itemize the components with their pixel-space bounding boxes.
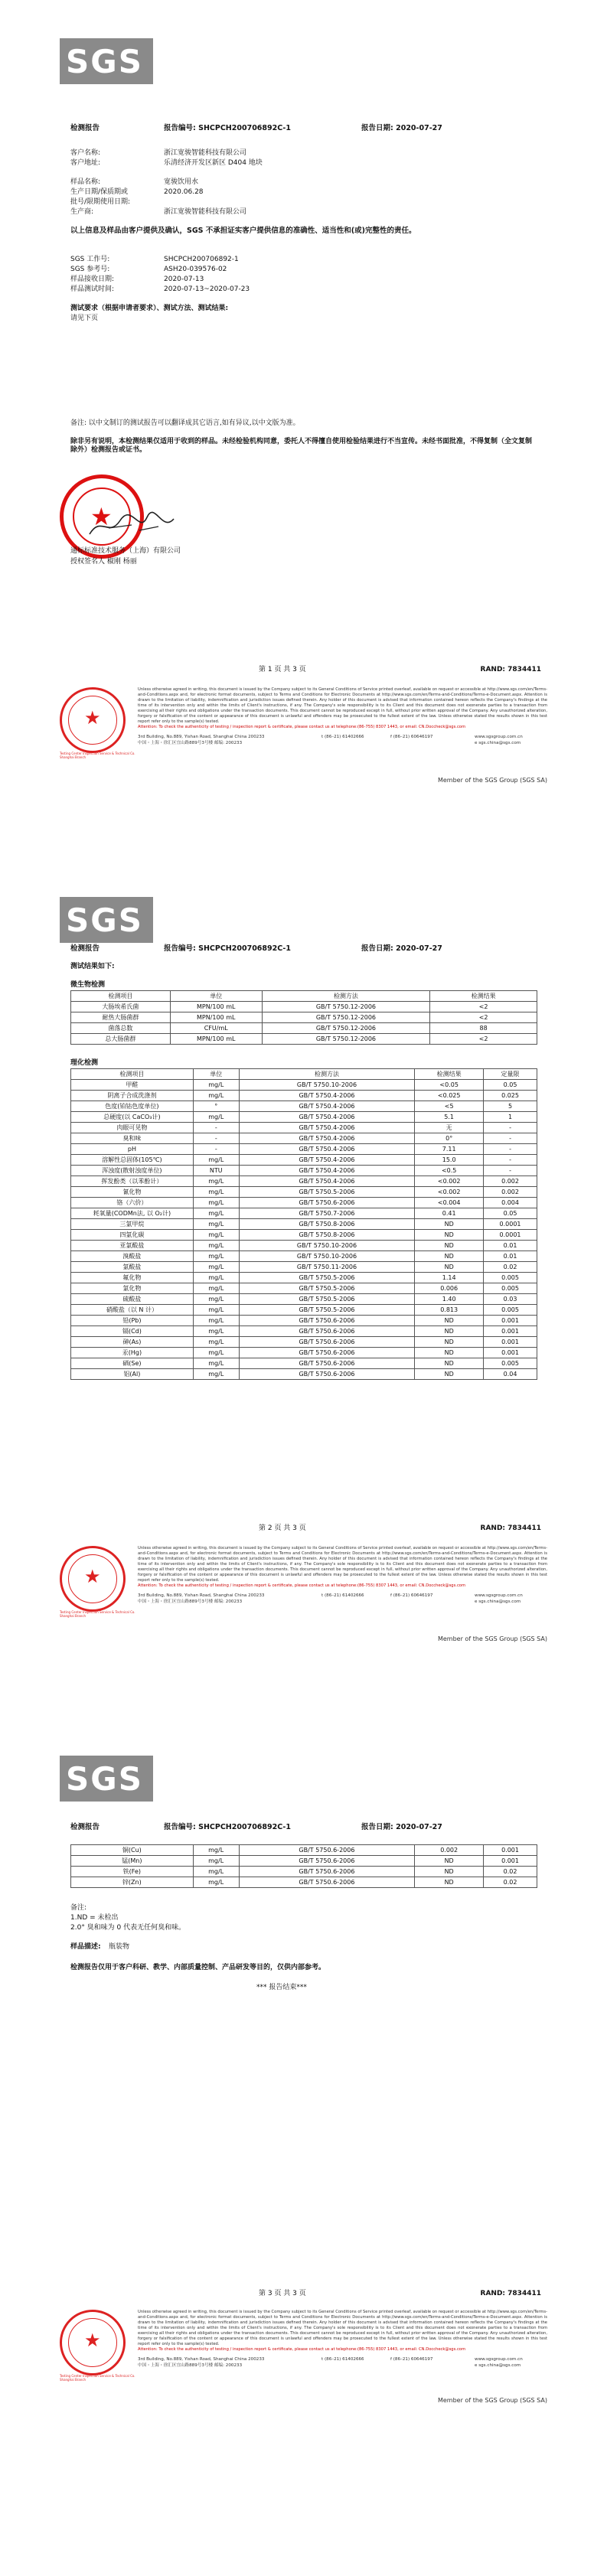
table-cell: 0.05 [484,1208,537,1219]
production-date-value: 2020.06.28 [164,188,204,196]
client-notice: 以上信息及样品由客户提供及确认，SGS 不承担证实客户提供信息的准确性、适当性和(或)完整性的责任。 [70,227,416,235]
table-cell: <2 [430,1002,537,1012]
table-cell: 0.01 [484,1251,537,1262]
table-row [71,1198,537,1208]
table-cell: 0.02 [484,1867,537,1877]
table-cell: ND [415,1251,484,1262]
table-cell: 0.005 [484,1273,537,1283]
table-cell: ° [193,1101,239,1112]
notes-title: 备注: [70,1904,87,1912]
table-cell: 无 [415,1123,484,1133]
table-cell: 大肠埃希氏菌 [71,1002,171,1012]
disclaimer: 除非另有说明，本检测结果仅适用于收到的样品。未经检验机构同意，委托人不得擅自使用检验结果进行不当宣传。未经书面批准，不得复制（全文复制除外）检测报告或证书。 [70,438,533,455]
table-cell: 总硬度(以 CaCO₃计) [71,1112,194,1123]
table-cell: - [193,1123,239,1133]
table-cell: <0.05 [415,1080,484,1091]
table-cell: ND [415,1241,484,1251]
table-cell: ND [415,1867,484,1877]
table-row [71,1187,537,1198]
table-cell: mg/L [193,1326,239,1337]
requirement-value: 请见下页 [70,315,99,322]
table-cell: 挥发酚类（以苯酚计） [71,1176,194,1187]
table-cell: ND [415,1369,484,1380]
table-cell: mg/L [193,1369,239,1380]
legal-text: Unless otherwise agreed in writing, this document is issued by the Company subject to its General Conditions of Service printed overleaf, available on request or accessible at http://www.sgs.com/en/Terms-and-Conditions.aspx and, for electronic format documents, subject to Terms and Conditions for Electronic Documents at http://www.sgs.com/en/Terms-and-Conditions/Terms-e-Document.aspx. Attention is drawn to the limitation of liability, indemnification and jurisdiction issues defined therein. Any holder of this document is advised that information contained hereon reflects the Company's findings at the time of its intervention only and within the limits of Client's instructions, if any. The Company's sole responsibility is to its Client and this document does not exonerate parties to a transaction from exercising all their rights and obligations under the transaction documents. This document cannot be reproduced except in full, without prior written approval of the Company. Any unauthorized alteration, forgery or falsification of the content or appearance of this document is unlawful and offenders may be prosecuted to the fullest extent of the law. Unless otherwise stated the results shown in this test report refer only to the sample(s) tested. Attention: To check the authenticity of testing / inspection report & certificate, please contact us at telephone:(86-755) 8307 1443, or email: CN.Doccheck@sgs.com [138,687,547,730]
table-row [71,1326,537,1337]
table-row [71,1219,537,1230]
footer-seal [60,687,126,753]
table-cell: - [484,1133,537,1144]
table-cell: 四氯化碳 [71,1230,194,1241]
table-cell: 耐热大肠菌群 [71,1012,171,1023]
table-cell: mg/L [193,1262,239,1273]
requirement-title: 测试要求（根据申请者要求）、测试方法、测试结果: [70,305,229,312]
table-cell: GB/T 5750.8-2006 [239,1230,415,1241]
table-row [71,1230,537,1241]
table-cell: 0.001 [484,1316,537,1326]
table-cell: 0.02 [484,1877,537,1888]
table-cell: CFU/mL [170,1023,262,1034]
table-cell: GB/T 5750.12-2006 [262,1034,430,1045]
table-cell: GB/T 5750.6-2006 [239,1358,415,1369]
table-cell: GB/T 5750.7-2006 [239,1208,415,1219]
table-cell: - [193,1144,239,1155]
table-cell: 耗氧量(CODMn法, 以 O₂计) [71,1208,194,1219]
table-cell: GB/T 5750.4-2006 [239,1091,415,1101]
sample-name-label: 样品名称: [70,178,101,186]
table-cell: 15.0 [415,1155,484,1166]
table-cell: mg/L [193,1198,239,1208]
table-row [71,1877,537,1888]
table-cell: GB/T 5750.12-2006 [262,1023,430,1034]
table-cell: pH [71,1144,194,1155]
table-cell: GB/T 5750.8-2006 [239,1219,415,1230]
table-cell: 0.04 [484,1369,537,1380]
table-cell: 肉眼可见物 [71,1123,194,1133]
note-1: 1.ND = 未检出 [70,1914,119,1922]
phys-table [70,1068,537,1380]
table-cell: <0.002 [415,1176,484,1187]
table-cell: 铅(Pb) [71,1316,194,1326]
table-cell: 0° [415,1133,484,1144]
table-cell: GB/T 5750.10-2006 [239,1251,415,1262]
table-cell: GB/T 5750.4-2006 [239,1123,415,1133]
table-cell: mg/L [193,1283,239,1294]
table-cell: 汞(Hg) [71,1348,194,1358]
page-number: 第 1 页 共 3 页 [259,666,306,673]
table-cell: - [484,1123,537,1133]
report-page-1 [0,0,607,859]
company-seal: ★ [60,474,144,559]
table-cell: mg/L [193,1856,239,1867]
table-cell: 0.005 [484,1358,537,1369]
table-cell: mg/L [193,1219,239,1230]
table-cell: 三氯甲烷 [71,1219,194,1230]
table-row [71,1273,537,1283]
test-period-label: 样品测试时间: [70,285,115,293]
table-cell: 0.002 [484,1176,537,1187]
sgs-logo: SGS [60,897,153,943]
table-cell: GB/T 5750.4-2006 [239,1144,415,1155]
table-cell: GB/T 5750.6-2006 [239,1198,415,1208]
page-footer: ★ Testing Center Inspection Service & Technical Co. Shanghai Branch Unless otherwise agreed in writing, this document is issued by the Company subject to its General Conditions of Service printed overleaf, available on request or accessible at http://www.sgs.com/en/Terms-and-Conditions.aspx and, for electronic format documents, subject to Terms and Conditions for Electronic Documents at http://www.sgs.com/en/Terms-and-Conditions/Terms-e-Document.aspx. Attention is drawn to the limitation of liability, indemnification and jurisdiction issues defined therein. Any holder of this document is advised that information contained hereon reflects the Company's findings at the time of its intervention only and within the limits of Client's instructions, if any. The Company's sole responsibility is to its Client and this document does not exonerate parties to a transaction from exercising all their rights and obligations under the transaction documents. This document cannot be reproduced except in full, without prior written approval of the Company. Any unauthorized alteration, forgery or falsification of the content or appearance of this document is unlawful and offenders may be prosecuted to the fullest extent of the law. Unless otherwise stated the results shown in this test report refer only to the sample(s) tested. Attention: To check the authenticity of testing / inspection report & certificate, please contact us at telephone:(86-755) 8307 1443, or email: CN.Doccheck@sgs.com 3rd Building, No.889, Yishan Road, Shanghai China 200233 中国・上海・徐汇区宜山路889号3号楼 邮编: 200233 t (86–21) 61402666 f (86–21) 60646197 www.sgsgroup.com.cn e sgs.china@sgs.com [60,2307,547,2383]
table-cell: GB/T 5750.5-2006 [239,1305,415,1316]
table-cell: 铜(Cu) [71,1845,194,1856]
footer-seal [60,2310,126,2375]
table-cell: ND [415,1230,484,1241]
table-cell: GB/T 5750.10-2006 [239,1080,415,1091]
table-cell: 硫酸盐 [71,1294,194,1305]
table-cell: 臭和味 [71,1133,194,1144]
table-cell: mg/L [193,1877,239,1888]
table-cell: 氟化物 [71,1273,194,1283]
table-cell: 1.40 [415,1294,484,1305]
client-name-label: 客户名称: [70,149,101,157]
table-cell: GB/T 5750.4-2006 [239,1101,415,1112]
table-cell: 0.0001 [484,1219,537,1230]
table-cell: 氯酸盐 [71,1262,194,1273]
table-cell: mg/L [193,1080,239,1091]
table-cell: mg/L [193,1845,239,1856]
table-cell: ND [415,1358,484,1369]
phys-title: 理化检测 [70,1059,99,1067]
legal-text: Unless otherwise agreed in writing, this document is issued by the Company subject to its General Conditions of Service printed overleaf, available on request or accessible at http://www.sgs.com/en/Terms-and-Conditions.aspx and, for electronic format documents, subject to Terms and Conditions for Electronic Documents at http://www.sgs.com/en/Terms-and-Conditions/Terms-e-Document.aspx. Attention is drawn to the limitation of liability, indemnification and jurisdiction issues defined therein. Any holder of this document is advised that information contained hereon reflects the Company's findings at the time of its intervention only and within the limits of Client's instructions, if any. The Company's sole responsibility is to its Client and this document does not exonerate parties to a transaction from exercising all their rights and obligations under the transaction documents. This document cannot be reproduced except in full, without prior written approval of the Company. Any unauthorized alteration, forgery or falsification of the content or appearance of this document is unlawful and offenders may be prosecuted to the fullest extent of the law. Unless otherwise stated the results shown in this test report refer only to the sample(s) tested. Attention: To check the authenticity of testing / inspection report & certificate, please contact us at telephone:(86-755) 8307 1443, or email: CN.Doccheck@sgs.com [138,2310,547,2353]
table-cell: mg/L [193,1091,239,1101]
table-cell: MPN/100 mL [170,1012,262,1023]
table-cell: 0.001 [484,1337,537,1348]
table-cell: 0.002 [415,1845,484,1856]
table-cell: 镉(Cd) [71,1326,194,1337]
footer-seal-caption: Testing Center Inspection Service & Technical Co. Shanghai Branch [60,1610,135,1618]
table-cell: GB/T 5750.4-2006 [239,1166,415,1176]
table-cell: MPN/100 mL [170,1034,262,1045]
table-cell: 0.41 [415,1208,484,1219]
table-row [71,1251,537,1262]
table-cell: GB/T 5750.6-2006 [239,1867,415,1877]
table-cell: <0.002 [415,1187,484,1198]
table-cell: 0.02 [484,1262,537,1273]
table-cell: 0.005 [484,1283,537,1294]
sgs-logo: SGS [60,38,153,84]
table-cell: mg/L [193,1337,239,1348]
table-cell: GB/T 5750.4-2006 [239,1176,415,1187]
manufacturer-value: 浙江宽骏智能科技有限公司 [164,208,247,216]
micro-title: 微生物检测 [70,981,106,989]
table-cell: ND [415,1219,484,1230]
batch-label: 批号/限期使用日期: [70,198,131,206]
table-row [71,1845,537,1856]
table-cell: 1.14 [415,1273,484,1283]
table-cell: 5 [484,1101,537,1112]
rand-code: RAND: 7834411 [480,666,541,673]
table-cell: GB/T 5750.10-2006 [239,1241,415,1251]
table-cell: mg/L [193,1112,239,1123]
phys-table-continued [70,1844,537,1888]
table-cell: 0.813 [415,1305,484,1316]
table-cell: ND [415,1316,484,1326]
table-cell: ND [415,1856,484,1867]
page-number: 第 2 页 共 3 页 [259,1524,306,1532]
client-name-value: 浙江宽骏智能科技有限公司 [164,149,247,157]
table-cell: 亚氯酸盐 [71,1241,194,1251]
results-intro: 测试结果如下: [70,963,115,970]
received-date-value: 2020-07-13 [164,276,204,283]
client-address-value: 乐清经济开发区新区 D404 地块 [164,159,263,167]
table-row [71,1283,537,1294]
manufacturer-label: 生产商: [70,208,94,216]
table-row [71,1208,537,1219]
report-label: 检测报告 [70,944,100,953]
table-cell: 色度(铂钴色度单位) [71,1101,194,1112]
test-period-value: 2020-07-13~2020-07-23 [164,285,250,293]
table-cell: 砷(As) [71,1337,194,1348]
report-date: 报告日期: 2020-07-27 [361,944,442,953]
report-date: 报告日期: 2020-07-27 [361,124,442,132]
table-cell: 锰(Mn) [71,1856,194,1867]
table-row [71,1123,537,1133]
table-cell: 0.001 [484,1845,537,1856]
table-row [71,1144,537,1155]
table-cell: GB/T 5750.12-2006 [262,1002,430,1012]
production-date-label: 生产日期/保质期或 [70,188,129,196]
table-cell: MPN/100 mL [170,1002,262,1012]
table-row [71,1294,537,1305]
table-cell: GB/T 5750.5-2006 [239,1273,415,1283]
table-cell: 氰化物 [71,1187,194,1198]
table-cell: <5 [415,1101,484,1112]
table-cell: GB/T 5750.6-2006 [239,1326,415,1337]
table-row [71,1155,537,1166]
table-cell: ND [415,1262,484,1273]
member-text: Member of the SGS Group (SGS SA) [437,2397,547,2404]
table-cell: mg/L [193,1230,239,1241]
table-cell: 铝(Al) [71,1369,194,1380]
table-row [71,1166,537,1176]
client-address-label: 客户地址: [70,159,101,167]
table-cell: 0.001 [484,1326,537,1337]
table-cell: GB/T 5750.6-2006 [239,1856,415,1867]
table-cell: 0.006 [415,1283,484,1294]
table-cell: GB/T 5750.5-2006 [239,1283,415,1294]
table-header: 检测项目 单位 检测方法 检测结果 [71,991,537,1002]
table-cell: mg/L [193,1294,239,1305]
table-cell: 氯化物 [71,1283,194,1294]
rand-code: RAND: 7834411 [480,2290,541,2297]
table-cell: GB/T 5750.6-2006 [239,1337,415,1348]
table-cell: mg/L [193,1273,239,1283]
table-row [71,1023,537,1034]
table-cell: 锌(Zn) [71,1877,194,1888]
table-cell: GB/T 5750.12-2006 [262,1012,430,1023]
table-cell: 浑浊度(散射浊度单位) [71,1166,194,1176]
table-cell: mg/L [193,1176,239,1187]
table-cell: - [484,1155,537,1166]
report-number: 报告编号: SHCPCH200706892C-1 [164,124,291,132]
table-cell: GB/T 5750.6-2006 [239,1877,415,1888]
report-label: 检测报告 [70,124,100,132]
table-cell: mg/L [193,1155,239,1166]
table-cell: mg/L [193,1316,239,1326]
table-cell: GB/T 5750.4-2006 [239,1155,415,1166]
sgs-logo: SGS [60,1756,153,1802]
table-cell: mg/L [193,1187,239,1198]
table-cell: 0.001 [484,1856,537,1867]
table-row [71,1358,537,1369]
table-row [71,1241,537,1251]
table-row [71,1348,537,1358]
table-cell: 0.03 [484,1294,537,1305]
table-cell: 1 [484,1112,537,1123]
ref-no-value: ASH20-039576-02 [164,266,227,273]
table-row [71,1867,537,1877]
table-row [71,1034,537,1045]
table-cell: <0.5 [415,1166,484,1176]
table-cell: mg/L [193,1251,239,1262]
table-cell: <2 [430,1012,537,1023]
table-cell: - [484,1166,537,1176]
table-cell: mg/L [193,1348,239,1358]
report-label: 检测报告 [70,1823,100,1831]
page-footer: ★ Testing Center Inspection Service & Technical Co. Shanghai Branch Unless otherwise agreed in writing, this document is issued by the Company subject to its General Conditions of Service printed overleaf, available on request or accessible at http://www.sgs.com/en/Terms-and-Conditions.aspx and, for electronic format documents, subject to Terms and Conditions for Electronic Documents at http://www.sgs.com/en/Terms-and-Conditions/Terms-e-Document.aspx. Attention is drawn to the limitation of liability, indemnification and jurisdiction issues defined therein. Any holder of this document is advised that information contained hereon reflects the Company's findings at the time of its intervention only and within the limits of Client's instructions, if any. The Company's sole responsibility is to its Client and this document does not exonerate parties to a transaction from exercising all their rights and obligations under the transaction documents. This document cannot be reproduced except in full, without prior written approval of the Company. Any unauthorized alteration, forgery or falsification of the content or appearance of this document is unlawful and offenders may be prosecuted to the fullest extent of the law. Unless otherwise stated the results shown in this test report refer only to the sample(s) tested. Attention: To check the authenticity of testing / inspection report & certificate, please contact us at telephone:(86-755) 8307 1443, or email: CN.Doccheck@sgs.com 3rd Building, No.889, Yishan Road, Shanghai China 200233 中国・上海・徐汇区宜山路889号3号楼 邮编: 200233 t (86–21) 61402666 f (86–21) 60646197 www.sgsgroup.com.cn e sgs.china@sgs.com [60,684,547,761]
table-row [71,1856,537,1867]
table-cell: 0.05 [484,1080,537,1091]
table-cell: 0.01 [484,1241,537,1251]
table-row [71,1080,537,1091]
table-row [71,1091,537,1101]
table-row [71,1369,537,1380]
received-date-label: 样品接收日期: [70,276,115,283]
table-cell: GB/T 5750.11-2006 [239,1262,415,1273]
footer-seal-caption: Testing Center Inspection Service & Technical Co. Shanghai Branch [60,752,135,759]
signer-title: 授权签名人 椒刚 杨丽 [70,558,137,566]
table-cell: ND [415,1348,484,1358]
table-cell: 0.025 [484,1091,537,1101]
table-row [71,1002,537,1012]
note-2: 2.0° 臭和味为 0 代表无任何臭和味。 [70,1924,186,1932]
footer-seal-caption: Testing Center Inspection Service & Technical Co. Shanghai Branch [60,2374,135,2382]
table-cell: mg/L [193,1241,239,1251]
table-cell: - [193,1133,239,1144]
signer-company: 通标标准技术服务（上海）有限公司 [70,547,181,555]
table-cell: GB/T 5750.6-2006 [239,1316,415,1326]
table-header: 检测项目 单位 检测方法 检测结果 定量限 [71,1069,537,1080]
table-cell: 甲醛 [71,1080,194,1091]
report-number: 报告编号: SHCPCH200706892C-1 [164,1823,291,1831]
table-cell: GB/T 5750.6-2006 [239,1845,415,1856]
table-cell: 溴酸盐 [71,1251,194,1262]
table-cell: <2 [430,1034,537,1045]
report-end: *** 报告结束*** [256,1984,307,1991]
purpose-statement: 检测报告仅用于客户科研、教学、内部质量控制、产品研发等目的，仅供内部参考。 [70,1964,326,1971]
micro-table [70,990,537,1045]
table-cell: GB/T 5750.6-2006 [239,1348,415,1358]
sample-name-value: 宽骏饮用水 [164,178,199,186]
member-text: Member of the SGS Group (SGS SA) [437,777,547,784]
table-cell: ND [415,1877,484,1888]
signature [86,511,178,542]
job-no-label: SGS 工作号: [70,256,110,263]
table-cell: 7.11 [415,1144,484,1155]
sample-desc-label: 样品描述: [70,1943,101,1951]
table-cell: 菌落总数 [71,1023,171,1034]
rand-code: RAND: 7834411 [480,1524,541,1532]
table-cell: 0.002 [484,1187,537,1198]
job-no-value: SHCPCH200706892-1 [164,256,239,263]
table-cell: 总大肠菌群 [71,1034,171,1045]
table-cell: 0.004 [484,1198,537,1208]
table-cell: GB/T 5750.5-2006 [239,1187,415,1198]
sample-desc-value: 瓶装物 [109,1943,130,1951]
table-cell: 铁(Fe) [71,1867,194,1877]
page-number: 第 3 页 共 3 页 [259,2290,306,2297]
table-cell: ND [415,1326,484,1337]
table-row [71,1112,537,1123]
ref-no-label: SGS 参考号: [70,266,110,273]
table-cell: mg/L [193,1305,239,1316]
table-cell: 0.0001 [484,1230,537,1241]
table-row [71,1101,537,1112]
table-row [71,1305,537,1316]
table-cell: 硒(Se) [71,1358,194,1369]
table-cell: 0.005 [484,1305,537,1316]
table-cell: NTU [193,1166,239,1176]
footer-seal [60,1546,126,1612]
table-cell: GB/T 5750.4-2006 [239,1112,415,1123]
table-cell: mg/L [193,1208,239,1219]
page-footer: ★ Testing Center Inspection Service & Technical Co. Shanghai Branch Unless otherwise agreed in writing, this document is issued by the Company subject to its General Conditions of Service printed overleaf, available on request or accessible at http://www.sgs.com/en/Terms-and-Conditions.aspx and, for electronic format documents, subject to Terms and Conditions for Electronic Documents at http://www.sgs.com/en/Terms-and-Conditions/Terms-e-Document.aspx. Attention is drawn to the limitation of liability, indemnification and jurisdiction issues defined therein. Any holder of this document is advised that information contained hereon reflects the Company's findings at the time of its intervention only and within the limits of Client's instructions, if any. The Company's sole responsibility is to its Client and this document does not exonerate parties to a transaction from exercising all their rights and obligations under the transaction documents. This document cannot be reproduced except in full, without prior written approval of the Company. Any unauthorized alteration, forgery or falsification of the content or appearance of this document is unlawful and offenders may be prosecuted to the fullest extent of the law. Unless otherwise stated the results shown in this test report refer only to the sample(s) tested. Attention: To check the authenticity of testing / inspection report & certificate, please contact us at telephone:(86-755) 8307 1443, or email: CN.Doccheck@sgs.com 3rd Building, No.889, Yishan Road, Shanghai China 200233 中国・上海・徐汇区宜山路889号3号楼 邮编: 200233 t (86–21) 61402666 f (86–21) 60646197 www.sgsgroup.com.cn e sgs.china@sgs.com [60,1543,547,1619]
table-row [71,1176,537,1187]
table-cell: GB/T 5750.5-2006 [239,1294,415,1305]
table-cell: 溶解性总固体(105℃) [71,1155,194,1166]
remark: 备注: 以中文制订的测试报告可以翻译成其它语言,如有异议,以中文版为准。 [70,419,300,427]
table-cell: <0.025 [415,1091,484,1101]
table-cell: <0.004 [415,1198,484,1208]
table-cell: 88 [430,1023,537,1034]
member-text: Member of the SGS Group (SGS SA) [437,1635,547,1642]
table-cell: 硝酸盐（以 N 计） [71,1305,194,1316]
table-cell: GB/T 5750.6-2006 [239,1369,415,1380]
table-cell: 5.1 [415,1112,484,1123]
table-row [71,1316,537,1326]
table-cell: GB/T 5750.4-2006 [239,1133,415,1144]
table-row [71,1262,537,1273]
table-cell: - [484,1144,537,1155]
table-cell: mg/L [193,1358,239,1369]
table-row [71,1337,537,1348]
table-row [71,1012,537,1023]
report-date: 报告日期: 2020-07-27 [361,1823,442,1831]
table-cell: 阴离子合成洗涤剂 [71,1091,194,1101]
table-cell: mg/L [193,1867,239,1877]
table-row [71,1133,537,1144]
table-cell: ND [415,1337,484,1348]
report-page-3 [0,1717,607,2576]
table-cell: 0.001 [484,1348,537,1358]
report-number: 报告编号: SHCPCH200706892C-1 [164,944,291,953]
report-page-2 [0,859,607,1717]
legal-text: Unless otherwise agreed in writing, this document is issued by the Company subject to its General Conditions of Service printed overleaf, available on request or accessible at http://www.sgs.com/en/Terms-and-Conditions.aspx and, for electronic format documents, subject to Terms and Conditions for Electronic Documents at http://www.sgs.com/en/Terms-and-Conditions/Terms-e-Document.aspx. Attention is drawn to the limitation of liability, indemnification and jurisdiction issues defined therein. Any holder of this document is advised that information contained hereon reflects the Company's findings at the time of its intervention only and within the limits of Client's instructions, if any. The Company's sole responsibility is to its Client and this document does not exonerate parties to a transaction from exercising all their rights and obligations under the transaction documents. This document cannot be reproduced except in full, without prior written approval of the Company. Any unauthorized alteration, forgery or falsification of the content or appearance of this document is unlawful and offenders may be prosecuted to the fullest extent of the law. Unless otherwise stated the results shown in this test report refer only to the sample(s) tested. Attention: To check the authenticity of testing / inspection report & certificate, please contact us at telephone:(86-755) 8307 1443, or email: CN.Doccheck@sgs.com [138,1546,547,1589]
table-cell: 铬（六价） [71,1198,194,1208]
